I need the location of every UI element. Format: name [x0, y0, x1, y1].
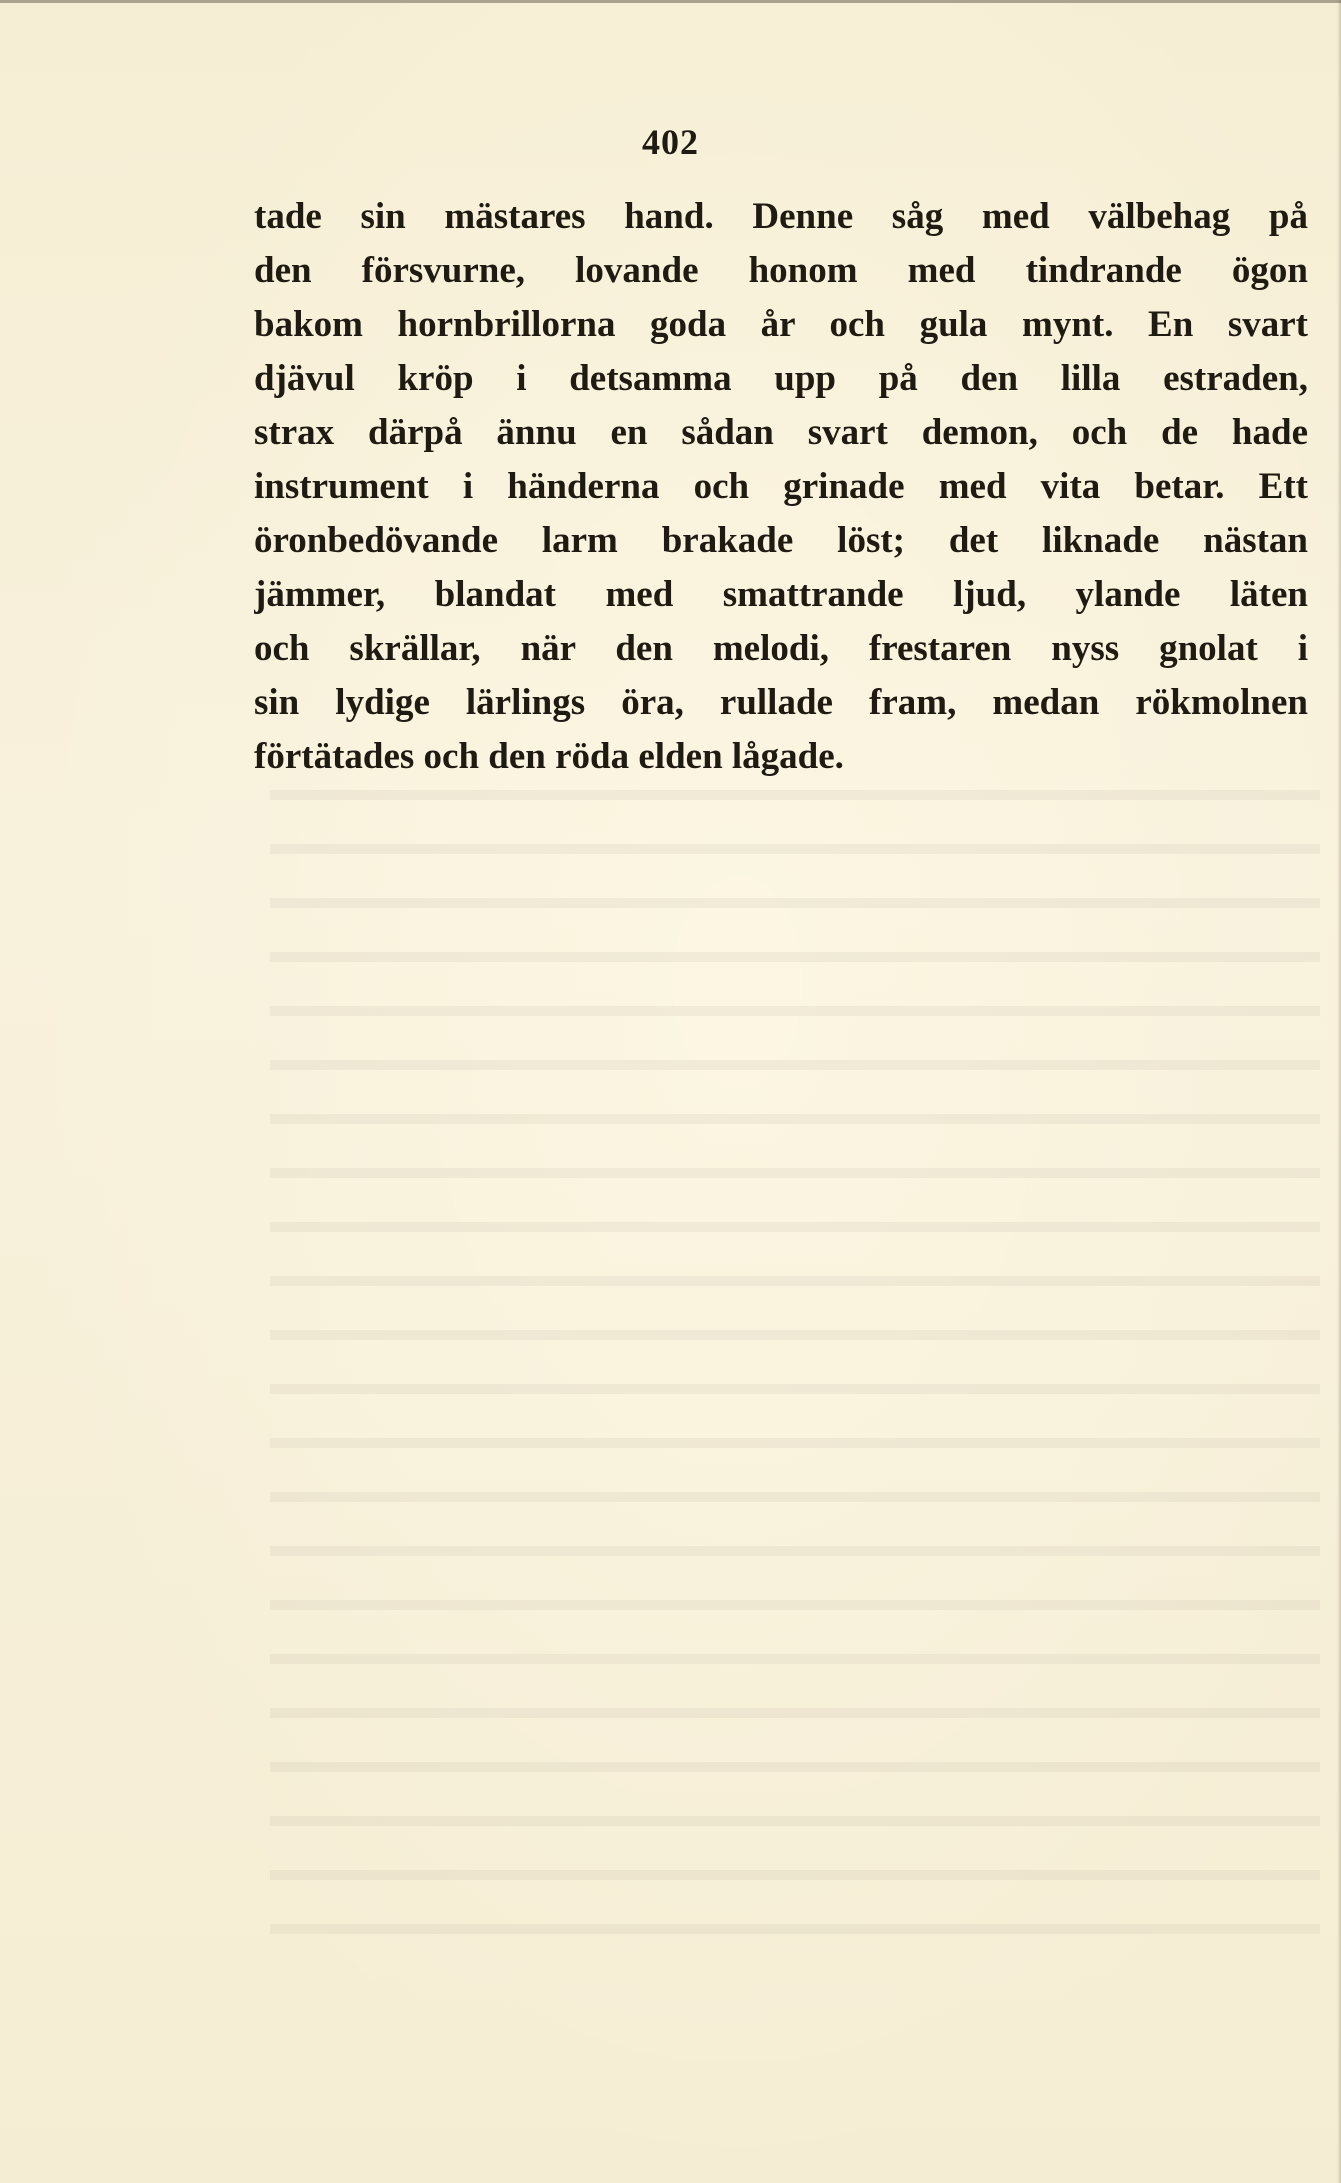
- text-line: instrument i händerna och grinade med vita betar. Ett: [254, 466, 1308, 507]
- page-number: 402: [642, 122, 699, 162]
- text-line: tade sin mästares hand. Denne såg med välbehag på: [254, 196, 1308, 237]
- page-top-edge: [0, 0, 1341, 3]
- body-text: [254, 190, 1308, 784]
- text-line: bakom hornbrillorna goda år och gula mynt. En svart: [254, 304, 1308, 345]
- text-line: öronbedövande larm brakade löst; det liknade nästan: [254, 520, 1308, 561]
- text-line: djävul kröp i detsamma upp på den lilla estraden,: [254, 358, 1308, 399]
- page-right-edge: [1337, 0, 1341, 2183]
- text-line: förtätades och den röda elden lågade.: [254, 736, 844, 777]
- text-line: sin lydige lärlings öra, rullade fram, medan rökmolnen: [254, 682, 1308, 723]
- text-line: den försvurne, lovande honom med tindrande ögon: [254, 250, 1308, 291]
- text-line: strax därpå ännu en sådan svart demon, och de hade: [254, 412, 1308, 453]
- show-through-texture: [270, 760, 1320, 1960]
- text-line: och skrällar, när den melodi, frestaren nyss gnolat i: [254, 628, 1308, 669]
- text-line: jämmer, blandat med smattrande ljud, ylande läten: [254, 574, 1308, 615]
